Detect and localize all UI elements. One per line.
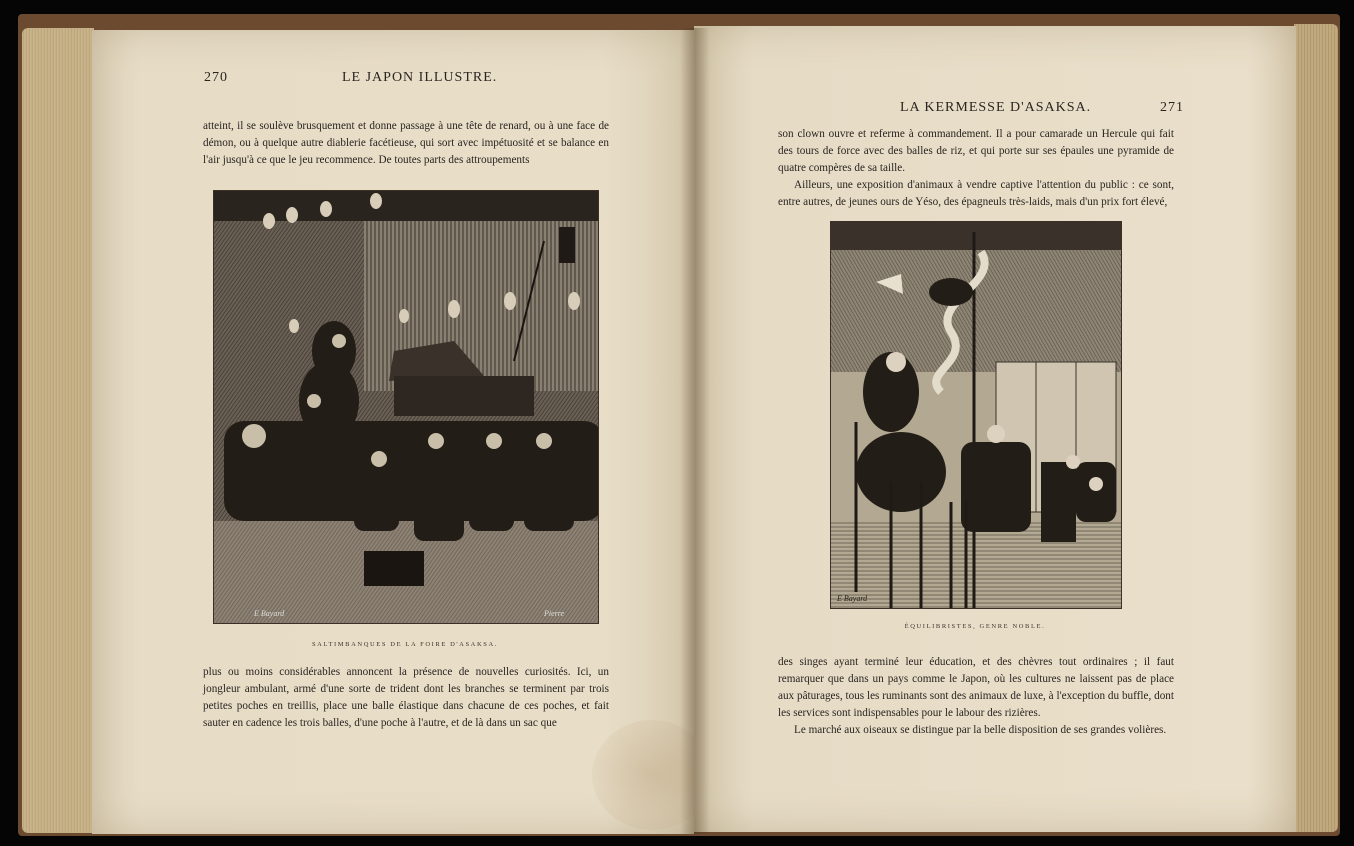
left-page-number: 270 bbox=[204, 70, 228, 85]
left-bottom-paragraph bbox=[203, 664, 609, 732]
engraver-signature: E Bayard bbox=[837, 594, 868, 603]
engraver-signature-right: Pierre bbox=[544, 609, 565, 618]
right-bottom-text-1: des singes ayant terminé leur éducation, et des chèvres tout ordinaires ; il faut remarquer que dans un pays comme le Japon, où les cultures ne laissent pas de place aux pâturages, tous les ruminants sont des animaux de luxe, à l'exception du buffle, dont les services sont indispensables pour le labour des rizières. bbox=[778, 656, 1174, 719]
right-page-number: 271 bbox=[1160, 100, 1184, 115]
right-top-text-1: son clown ouvre et referme à commandement. Il a pour camarade un Hercule qui fait des tours de force avec des balles de riz, et qui porte sur ses épaules une pyramide de quatre compères de sa taille. bbox=[778, 128, 1174, 174]
right-plate-caption: ÉQUILIBRISTES, GENRE NOBLE. bbox=[904, 623, 1046, 630]
left-running-head: LE JAPON ILLUSTRE. bbox=[342, 70, 498, 85]
engraving-image bbox=[831, 222, 1121, 608]
left-plate-caption: SALTIMBANQUES DE LA FOIRE D'ASAKSA. bbox=[311, 641, 499, 648]
page-edges-right bbox=[1294, 24, 1338, 832]
engraver-signature-left: E Bayard bbox=[254, 609, 285, 618]
left-top-paragraph bbox=[203, 118, 609, 169]
right-top-text-2: Ailleurs, une exposition d'animaux à vendre captive l'attention du public : ce sont, entre autres, de jeunes ours de Yéso, des épagneuls très-laids, mais d'un prix fort élevé, bbox=[778, 179, 1174, 208]
right-top-paragraphs bbox=[778, 126, 1174, 211]
engraving-image bbox=[214, 191, 598, 623]
engraving-equilibristes bbox=[830, 221, 1122, 609]
left-top-text: atteint, il se soulève brusquement et donne passage à une tête de renard, ou à une face de démon, ou à quelque autre diablerie facétieuse, qui sort avec impétuosité et se balance en l'air jusqu'à ce que le jeu recommence. De toutes parts des attroupements bbox=[203, 120, 609, 166]
page-edges-left bbox=[22, 28, 94, 833]
engraving-saltimbanques bbox=[213, 190, 599, 624]
right-running-head: LA KERMESSE D'ASAKSA. bbox=[900, 100, 1092, 115]
book-gutter bbox=[680, 28, 710, 834]
left-bottom-text: plus ou moins considérables annoncent la présence de nouvelles curiosités. Ici, un jongleur ambulant, armé d'une sorte de trident dont les branches se terminent par trois petites poches en treillis, place une balle élastique dans chacune de ces poches, et fait sauter en cadence les trois balles, d'une poche à l'autre, et de là dans un sac que bbox=[203, 666, 609, 729]
right-bottom-text-2: Le marché aux oiseaux se distingue par la belle disposition de ses grandes volières. bbox=[794, 724, 1167, 736]
right-bottom-paragraphs bbox=[778, 654, 1174, 739]
